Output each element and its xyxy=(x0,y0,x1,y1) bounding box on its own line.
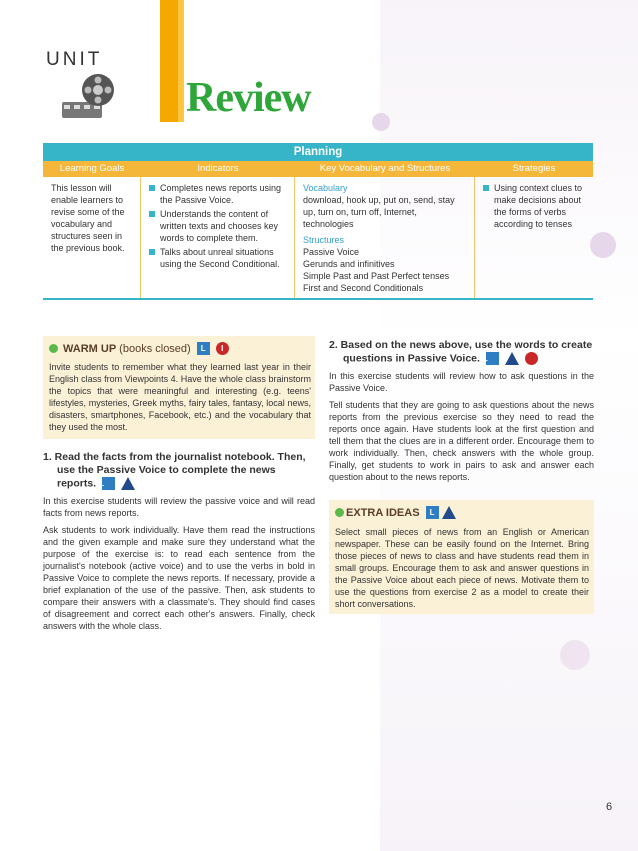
decor-circle xyxy=(560,640,590,670)
exercise-1-title xyxy=(43,451,315,490)
exercise-1 xyxy=(43,451,315,632)
warm-up-subtitle: (books closed) xyxy=(119,342,191,355)
vocabulary-label: Vocabulary xyxy=(303,183,348,193)
page-number: 6 xyxy=(606,801,613,813)
page-title: Review xyxy=(186,75,311,121)
column-header-strategies: Strategies xyxy=(512,163,556,174)
film-reel-icon xyxy=(60,72,120,122)
language-badge-icon: L xyxy=(426,506,439,519)
warm-up-title xyxy=(49,342,229,355)
planning-table xyxy=(43,143,593,300)
planning-column-headers xyxy=(43,161,593,177)
decor-circle xyxy=(590,232,616,258)
indicator-item: Completes news reports using the Passive Voice. xyxy=(149,182,288,206)
decor-circle xyxy=(372,113,390,131)
indicators-cell xyxy=(141,177,295,298)
exercise-1-intro: In this exercise students will review the passive voice and will read facts from news reports. xyxy=(43,496,315,519)
extra-ideas-label: EXTRA IDEAS xyxy=(346,506,420,519)
planning-heading: Planning xyxy=(43,143,593,161)
interaction-badge-icon: I xyxy=(216,342,229,355)
structure-item: Simple Past and Past Perfect tenses xyxy=(303,271,450,281)
header-orange-bar xyxy=(160,0,178,122)
vocabulary-cell xyxy=(295,177,475,298)
autonomy-badge-icon xyxy=(442,506,456,519)
column-header-learning-goals: Learning Goals xyxy=(59,163,125,174)
warm-up-label: WARM UP xyxy=(63,342,117,355)
column-header-vocabulary: Key Vocabulary and Structures xyxy=(319,163,451,174)
warm-up-box xyxy=(43,336,315,439)
language-badge-icon: L xyxy=(197,342,210,355)
exercise-2 xyxy=(329,339,594,483)
exercise-2-title xyxy=(329,339,594,365)
structure-item: Gerunds and infinitives xyxy=(303,259,395,269)
structure-item: Passive Voice xyxy=(303,247,360,257)
exercise-1-title-text: 1. Read the facts from the journalist notebook. Then, use the Passive Voice to complete the news reports. xyxy=(43,451,306,490)
pin-icon xyxy=(49,344,58,353)
language-badge-icon: L xyxy=(102,477,115,490)
autonomy-badge-icon xyxy=(121,477,135,490)
exercise-2-title-text: 2. Based on the news above, use the words to create questions in Passive Voice. xyxy=(329,339,593,365)
column-header-indicators: Indicators xyxy=(197,163,239,174)
structures-label: Structures xyxy=(303,235,345,245)
language-badge-icon: L xyxy=(486,352,499,365)
header-orange-bar-accent xyxy=(178,0,184,122)
strategies-cell xyxy=(475,177,593,298)
interaction-badge-icon: I xyxy=(525,352,538,365)
extra-ideas-text: Select small pieces of news from an English or American newspaper. These can be easily found on the Internet. Bring those pieces of news to class and have students read them in small groups. Encourage them to ask and answer questions in the Passive Voice about each piece of news. Motivate them to use the questions from exercise 2 as a model to create their short conversations. xyxy=(335,527,589,609)
autonomy-badge-icon xyxy=(505,352,519,365)
planning-body xyxy=(43,177,593,300)
warm-up-text: Invite students to remember what they learned last year in their English class from Viewpoints 4. Have the whole class brainstorm the topics that were meaningful and interesting (e.g. teens' lifestyles, mysteries, Greek myths, fairy tales, fantasy, local news, disasters, smartphones, Facebook, etc.) and the vocabulary that they used the most. xyxy=(49,362,311,432)
indicator-item: Talks about unreal situations using the Second Conditional. xyxy=(149,246,288,270)
structure-item: First and Second Conditionals xyxy=(303,283,424,293)
exercise-1-instructions: Ask students to work individually. Have them read the instructions and the given example and make sure they understand what the purpose of the exercise is: to read each sentence from the journalist's notebook (active voice) and to use the verbs in bold in Passive Voice to complete the news reports. If necessary, provide a brief explanation of the use of the passive. Then, ask students to compare their answers with a classmate's. They should find cases of disagreement and correct each other's answers. Finally, check answers with the whole class. xyxy=(43,525,315,632)
exercise-2-instructions: Tell students that they are going to ask questions about the news reports from the previous exercise so they need to read the reports once again. Have students look at the first question and tell them that the clues are in a different order. Encourage them to work individually. Then, check answers with the whole group. Finally, get students to work in pairs to ask and answer each question about to the news reports. xyxy=(329,400,594,483)
learning-goals-cell: This lesson will enable learners to revise some of the vocabulary and structures seen in the previous book. xyxy=(43,177,141,298)
indicator-item: Understands the content of written texts and chooses key words to complete them. xyxy=(149,208,288,244)
exercise-2-intro: In this exercise students will review how to ask questions in the Passive Voice. xyxy=(329,371,594,394)
extra-ideas-box xyxy=(329,500,594,614)
strategy-item: Using context clues to make decisions about the forms of verbs according to tenses xyxy=(483,182,587,230)
extra-ideas-title xyxy=(335,506,456,519)
pin-icon xyxy=(335,508,344,517)
vocabulary-text: download, hook up, put on, send, stay up, turn on, turn off, Internet, technologies xyxy=(303,195,455,229)
unit-label: UNIT xyxy=(46,49,103,70)
